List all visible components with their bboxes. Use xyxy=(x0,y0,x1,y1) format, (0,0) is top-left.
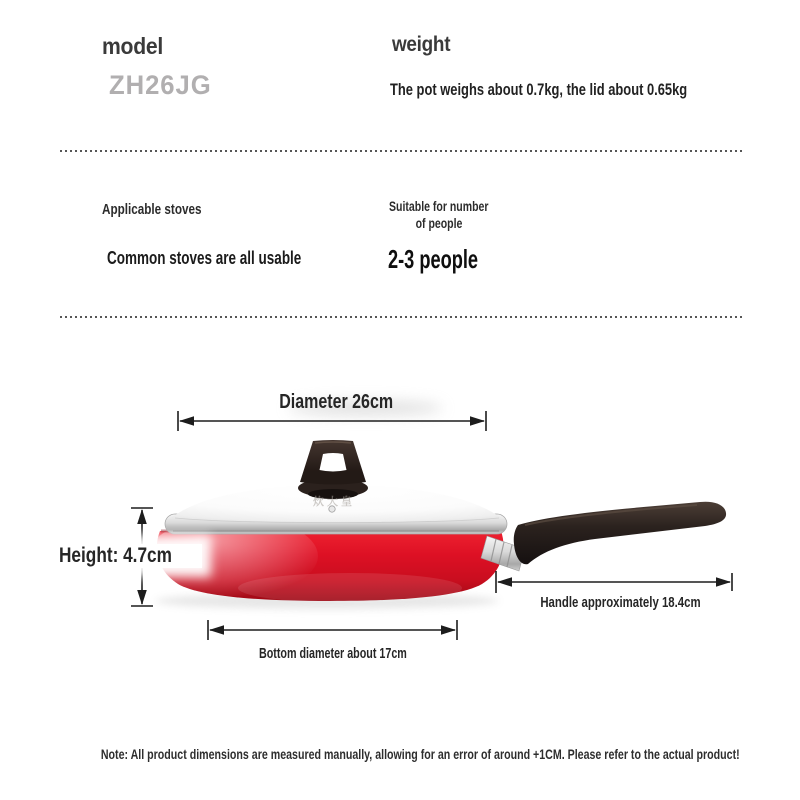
bottom-dimension-text: Bottom diameter about 17cm xyxy=(258,646,407,662)
height-dimension-label xyxy=(54,544,202,568)
divider-top xyxy=(60,150,742,152)
people-label xyxy=(364,198,514,232)
lid-brand-glyphs: 炊大皇 xyxy=(313,496,355,508)
lid-knob xyxy=(300,440,366,485)
bottom-arrow xyxy=(205,618,460,642)
stoves-value-text: Common stoves are all usable xyxy=(107,248,302,268)
model-value xyxy=(109,70,217,101)
height-dimension-text: Height: 4.7cm xyxy=(59,544,172,567)
diameter-dimension-text: Diameter 26cm xyxy=(279,391,393,413)
footer-note xyxy=(0,746,800,762)
handle-arrow xyxy=(493,570,735,594)
model-value-text: ZH26JG xyxy=(109,70,212,100)
divider-middle xyxy=(60,316,742,318)
people-label-line2: of people xyxy=(415,216,463,231)
weight-label-text: weight xyxy=(392,33,451,56)
model-label-text: model xyxy=(102,33,163,59)
pan-illustration xyxy=(115,430,755,680)
weight-value xyxy=(390,80,781,100)
people-value-text: 2-3 people xyxy=(388,244,479,274)
weight-value-text: The pot weighs about 0.7kg, the lid about 0.65kg xyxy=(390,80,688,99)
footer-note-text: Note: All product dimensions are measured manually, allowing for an error of around +1CM. Please refer to the actual product! xyxy=(100,746,740,762)
diameter-dimension-label xyxy=(236,391,436,414)
stoves-label xyxy=(102,201,230,218)
people-value xyxy=(388,244,517,275)
pan-bottom-glow xyxy=(238,573,462,603)
handle-dimension-text: Handle approximately 18.4cm xyxy=(539,594,701,611)
stoves-label-text: Applicable stoves xyxy=(102,201,202,218)
lid-brand-text xyxy=(296,493,372,509)
model-label xyxy=(102,33,168,60)
weight-label xyxy=(392,33,457,57)
people-label-line1: Suitable for number xyxy=(389,199,489,214)
stoves-value xyxy=(107,248,366,269)
